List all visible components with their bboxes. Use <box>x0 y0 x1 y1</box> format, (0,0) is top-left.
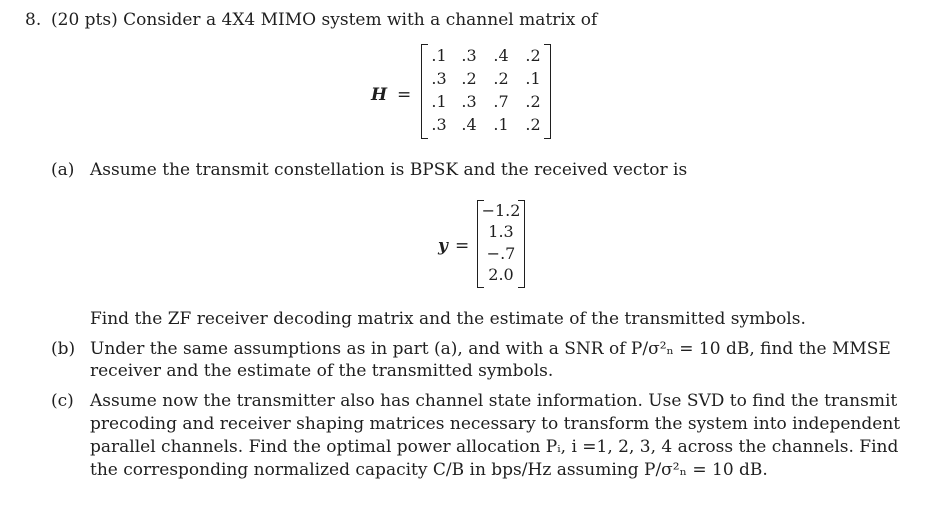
part-c-line1: Assume now the transmitter also has channel state information. Use SVD to find the transmit <box>90 391 898 411</box>
part-b-label: (b) <box>51 339 76 359</box>
matrix-h-cell: .4 <box>493 46 509 65</box>
matrix-h-cell: .1 <box>493 115 509 134</box>
vector-y-entry: 2.0 <box>488 265 514 284</box>
part-a-text: Assume the transmit constellation is BPSK and the received vector is <box>90 160 688 180</box>
problem-header: (20 pts) Consider a 4X4 MIMO system with a channel matrix of <box>51 10 598 30</box>
matrix-h-cell: .3 <box>431 69 447 88</box>
matrix-h <box>421 44 551 140</box>
matrix-h-cell: .2 <box>525 46 541 65</box>
matrix-h-cell: .3 <box>431 115 447 134</box>
part-c-line4: the corresponding normalized capacity C/B in bps/Hz assuming P/σ²ₙ = 10 dB. <box>90 460 768 480</box>
matrix-h-cell: .1 <box>525 69 541 88</box>
matrix-h-equals: = <box>397 85 412 105</box>
part-c-label: (c) <box>51 391 74 411</box>
part-b-line2: receiver and the estimate of the transmitted symbols. <box>90 361 554 381</box>
matrix-h-cell: .3 <box>461 46 477 65</box>
vector-y-entry: −1.2 <box>481 201 521 220</box>
matrix-h-cell: .1 <box>431 92 447 111</box>
vector-y-entry: −.7 <box>486 244 516 263</box>
vector-y-equals: = <box>455 236 470 256</box>
part-c-line3: parallel channels. Find the optimal power allocation Pᵢ, i =1, 2, 3, 4 across the channels. Find <box>90 437 899 457</box>
vector-y-symbol: y <box>438 236 448 256</box>
matrix-h-cell: .4 <box>461 115 477 134</box>
vector-y-entry: 1.3 <box>488 222 514 241</box>
matrix-h-cell: .2 <box>493 69 509 88</box>
vector-y <box>477 200 525 290</box>
matrix-h-cell: .2 <box>525 115 541 134</box>
matrix-h-cell: .2 <box>461 69 477 88</box>
problem-number: 8. <box>25 10 42 30</box>
matrix-h-cell: .7 <box>493 92 509 111</box>
matrix-h-cell: .3 <box>461 92 477 111</box>
matrix-h-cell: .1 <box>431 46 447 65</box>
part-b-line1: Under the same assumptions as in part (a), and with a SNR of P/σ²ₙ = 10 dB, find the MMSE <box>90 339 891 359</box>
matrix-h-symbol: H <box>371 85 388 105</box>
part-c-line2: precoding and receiver shaping matrices necessary to transform the system into independent <box>90 414 901 434</box>
matrix-h-cell: .2 <box>525 92 541 111</box>
part-a-find-text: Find the ZF receiver decoding matrix and the estimate of the transmitted symbols. <box>90 309 806 329</box>
part-a-label: (a) <box>51 160 75 180</box>
